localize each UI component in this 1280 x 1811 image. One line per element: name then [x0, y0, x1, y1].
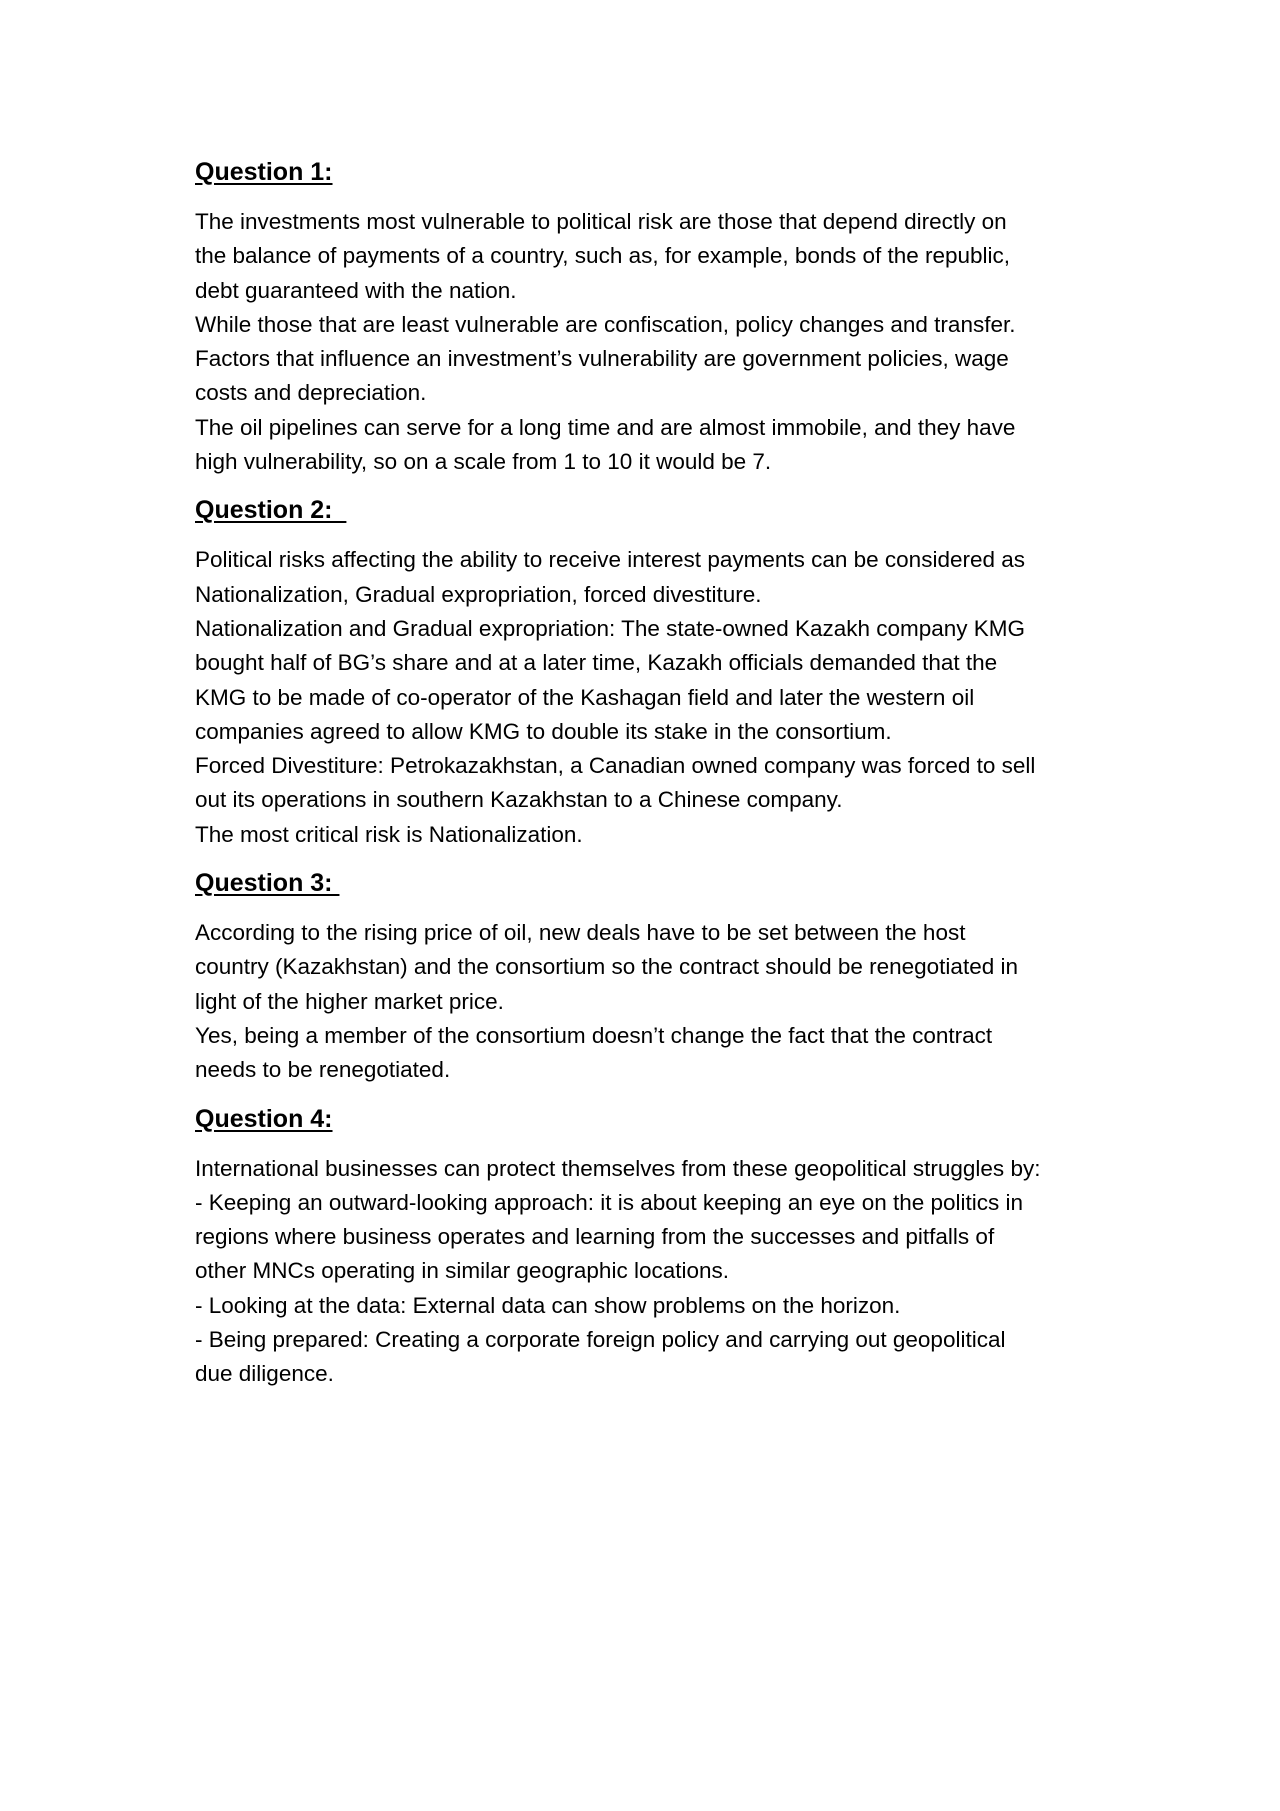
answer-line: other MNCs operating in similar geographic locations. [195, 1258, 730, 1284]
answer-line: costs and depreciation. [195, 380, 427, 406]
answer-line: debt guaranteed with the nation. [195, 277, 517, 303]
question-4-section [195, 1102, 1095, 1392]
answer-line: country (Kazakhstan) and the consortium so the contract should be renegotiated in [195, 954, 1018, 980]
answer-line: due diligence. [195, 1361, 334, 1387]
answer-line: KMG to be made of co-operator of the Kashagan field and later the western oil [195, 684, 975, 710]
answer-line: regions where business operates and learning from the successes and pitfalls of [195, 1224, 995, 1250]
answer-line: The oil pipelines can serve for a long time and are almost immobile, and they have [195, 414, 1016, 440]
answer-line: International businesses can protect themselves from these geopolitical struggles by: [195, 1155, 1041, 1181]
answer-line: Nationalization, Gradual expropriation, forced divestiture. [195, 581, 762, 607]
answer-line: - Keeping an outward-looking approach: it is about keeping an eye on the politics in [195, 1189, 1024, 1215]
answer-line: The investments most vulnerable to political risk are those that depend directly on [195, 209, 1007, 234]
answer-line: out its operations in southern Kazakhstan to a Chinese company. [195, 787, 843, 813]
answer-line: companies agreed to allow KMG to double its stake in the consortium. [195, 718, 892, 744]
question-1-section [195, 155, 1095, 479]
answer-line: high vulnerability, so on a scale from 1 to 10 it would be 7. [195, 449, 772, 475]
question-2-heading: Question 2: [195, 496, 347, 525]
answer-line: - Looking at the data: External data can show problems on the horizon. [195, 1292, 901, 1318]
answer-line: Factors that influence an investment’s vulnerability are government policies, wage [195, 346, 1009, 372]
question-3-section [195, 866, 1095, 1087]
answer-line: While those that are least vulnerable are confiscation, policy changes and transfer. [195, 311, 1016, 337]
answer-line: the balance of payments of a country, such as, for example, bonds of the republic, [195, 243, 1011, 269]
answer-line: According to the rising price of oil, new deals have to be set between the host [195, 920, 966, 946]
answer-line: Political risks affecting the ability to receive interest payments can be considered as [195, 547, 1026, 573]
answer-line: Forced Divestiture: Petrokazakhstan, a Canadian owned company was forced to sell [195, 753, 1036, 779]
question-4-heading: Question 4: [195, 1104, 333, 1133]
question-2-section [195, 493, 1095, 852]
answer-line: needs to be renegotiated. [195, 1057, 451, 1083]
answer-line: The most critical risk is Nationalization. [195, 821, 583, 847]
question-3-heading: Question 3: [195, 869, 340, 898]
answer-line: bought half of BG’s share and at a later time, Kazakh officials demanded that the [195, 650, 998, 676]
answer-line: - Being prepared: Creating a corporate foreign policy and carrying out geopolitical [195, 1327, 1006, 1353]
answer-line: Yes, being a member of the consortium doesn’t change the fact that the contract [195, 1022, 993, 1048]
question-1-heading: Question 1: [195, 158, 333, 186]
answer-line: light of the higher market price. [195, 988, 504, 1014]
document-page [195, 155, 1095, 1406]
answer-line: Nationalization and Gradual expropriation: The state-owned Kazakh company KMG [195, 615, 1026, 641]
